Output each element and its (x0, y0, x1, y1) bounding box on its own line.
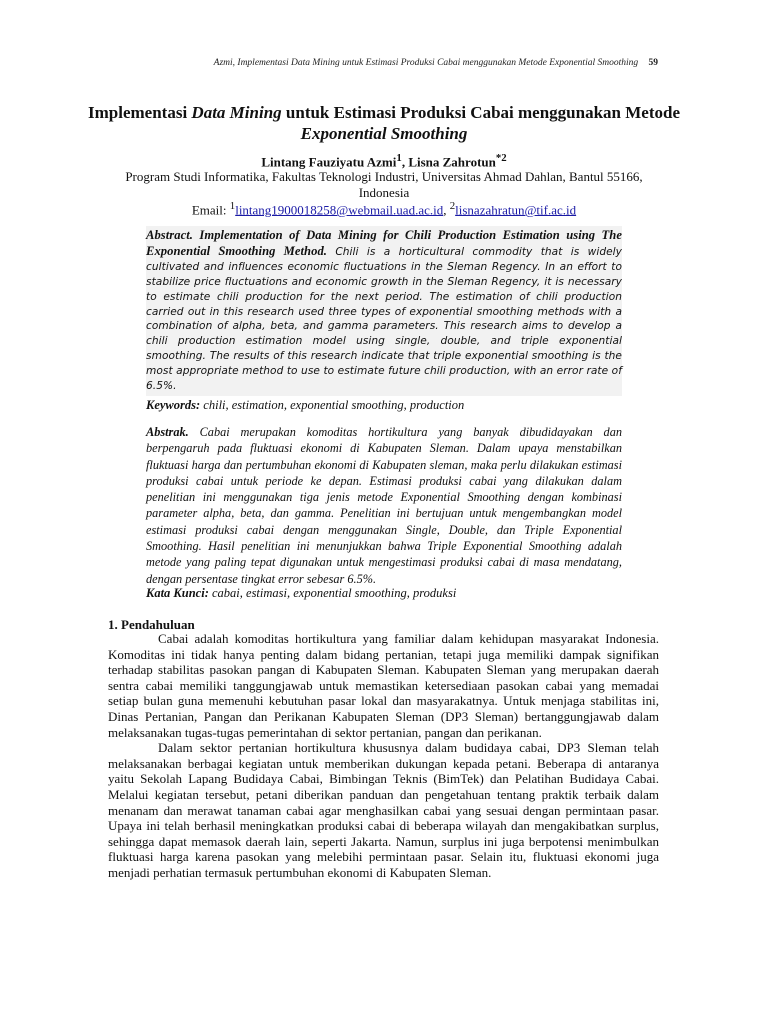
keywords-indonesian (146, 586, 622, 601)
affiliation: Program Studi Informatika, Fakultas Teknologi Industri, Universitas Ahmad Dahlan, Bantul 55166, Indonesia (125, 169, 643, 200)
section-heading: 1. Pendahuluan (108, 617, 195, 632)
abstract-indonesian-lead: Abstrak. (146, 425, 189, 439)
abstract-indonesian-text: Cabai merupakan komoditas hortikultura yang banyak dibudidayakan dan berpengaruh pada fluktuasi ekonomi di Kabupaten Sleman. Dalam upaya menstabilkan fluktuasi harga dan pertumbuhan ekonomi di Kabupaten sleman, maka perlu dilakukan estimasi produksi cabai untuk periode ke depan. Estimasi produksi cabai yang dilakukan dalam penelitian ini menggunakan tiga jenis metode Exponential Smoothing dengan kombinasi parameter alpha, beta, dan gamma. Penelitian ini bertujuan untuk mengembangkan model estimasi produksi cabai dengan menggunakan Single, Double, dan Triple Exponential Smoothing. Hasil penelitian ini menunjukkan bahwa Triple Exponential Smoothing adalah metode yang paling tepat digunakan untuk mengestimasi produksi cabai di masa mendatang, dengan persentase tingkat error sebesar 6.5%. (146, 425, 622, 586)
author-separator: , (401, 154, 409, 170)
email1-sup: 1 (229, 200, 236, 212)
email2-sup: 2 (449, 200, 456, 212)
author2-sup: *2 (495, 152, 507, 164)
author1: Lintang Fauziyatu Azmi (261, 154, 397, 170)
author2: Lisna Zahrotun (408, 154, 496, 170)
title-part3: untuk Estimasi Produksi Cabai menggunakan Metode (281, 103, 680, 122)
keywords-english-label: Keywords: (146, 398, 201, 412)
abstract-english-text: Chili is a horticultural commodity that is widely cultivated and influences economic fluctuations in the Sleman Regency. In an effort to stabilize price fluctuations and economic growth in the Sleman Regency, it is necessary to estimate chili production for the next period. The estimation of chili production carried out in this research used three types of exponential smoothing methods with a combination of alpha, beta, and gamma parameters. This research aims to develop a chili production estimation model using single, double, and triple exponential smoothing. The results of this research indicate that triple exponential smoothing is the most appropriate method to use to estimate future chili production, with an error rate of 6.5%. (146, 245, 622, 393)
authors (60, 152, 708, 170)
section-body (108, 631, 659, 881)
email1-link[interactable]: lintang1900018258@webmail.uad.ac.id (235, 202, 444, 218)
keywords-indonesian-label: Kata Kunci: (146, 586, 209, 600)
title-part1: Implementasi (88, 103, 192, 122)
running-head-text: Azmi, Implementasi Data Mining untuk Estimasi Produksi Cabai menggunakan Metode Exponential Smoothing (213, 58, 639, 68)
abstract-indonesian (146, 424, 622, 587)
keywords-english (146, 398, 622, 413)
running-head (214, 58, 658, 68)
paper-title (60, 102, 708, 144)
abstract-english (146, 226, 622, 396)
email-sep: , (443, 202, 450, 218)
email-line (60, 200, 708, 218)
body-paragraph: Cabai adalah komoditas hortikultura yang familiar dalam kehidupan masyarakat Indonesia. Komoditas ini tidak hanya penting dalam bidang pertanian, tetapi juga memiliki dampak signifikan terhadap stabilitas pasokan pangan di Kabupaten Sleman. Kabupaten Sleman yang merupakan daerah sentra cabai memiliki tanggungjawab untuk memastikan ketersediaan pasokan cabai yang memadai setiap bulan guna memenuhi kebutuhan pasar lokal dan masyarakatnya. Untuk menjaga stabilitas ini, Dinas Pertanian, Pangan dan Perikanan Kabupaten Sleman (DP3 Sleman) bertanggungjawab dalam melaksanakan tugas-tugas pemerintahan di sektor pertanian, pangan dan perikanan. (108, 631, 659, 740)
email-label: Email: (191, 202, 230, 218)
page-number: 59 (648, 58, 658, 68)
author1-sup: 1 (396, 152, 402, 164)
keywords-english-text: chili, estimation, exponential smoothing, production (200, 398, 465, 412)
body-paragraph: Dalam sektor pertanian hortikultura khususnya dalam budidaya cabai, DP3 Sleman telah melaksanakan berbagai kegiatan untuk memberikan dukungan kepada petani. Beberapa di antaranya yaitu Sekolah Lapang Budidaya Cabai, Bimbingan Teknis (BimTek) dan Pelatihan Budidaya Cabai. Melalui kegiatan tersebut, petani diberikan panduan dan pengetahuan tentang praktik terbaik dalam menanam dan merawat tanaman cabai agar menghasilkan cabai yang sesuai dengan permintaan pasar. Upaya ini telah berhasil meningkatkan produksi cabai di beberapa wilayah dan mengakibatkan surplus, sehingga dapat memasok daerah lain, seperti Jakarta. Namun, surplus ini juga berpotensi menimbulkan fluktuasi harga karena pasokan yang melebihi permintaan pasar. Selain itu, fluktuasi ekonomi juga menjadi perhatian termasuk pertumbuhan ekonomi di Kabupaten Sleman. (108, 740, 659, 880)
abstract-english-lead: Abstract. Implementation of Data Mining for Chili Production Estimation using The Exponential Smoothing Method. (146, 228, 622, 258)
email2-link[interactable]: lisnazahratun@tif.ac.id (455, 202, 577, 218)
title-part2: Data Mining (191, 103, 282, 122)
title-part4: Exponential Smoothing (300, 124, 468, 143)
keywords-indonesian-text: cabai, estimasi, exponential smoothing, produksi (208, 586, 457, 600)
